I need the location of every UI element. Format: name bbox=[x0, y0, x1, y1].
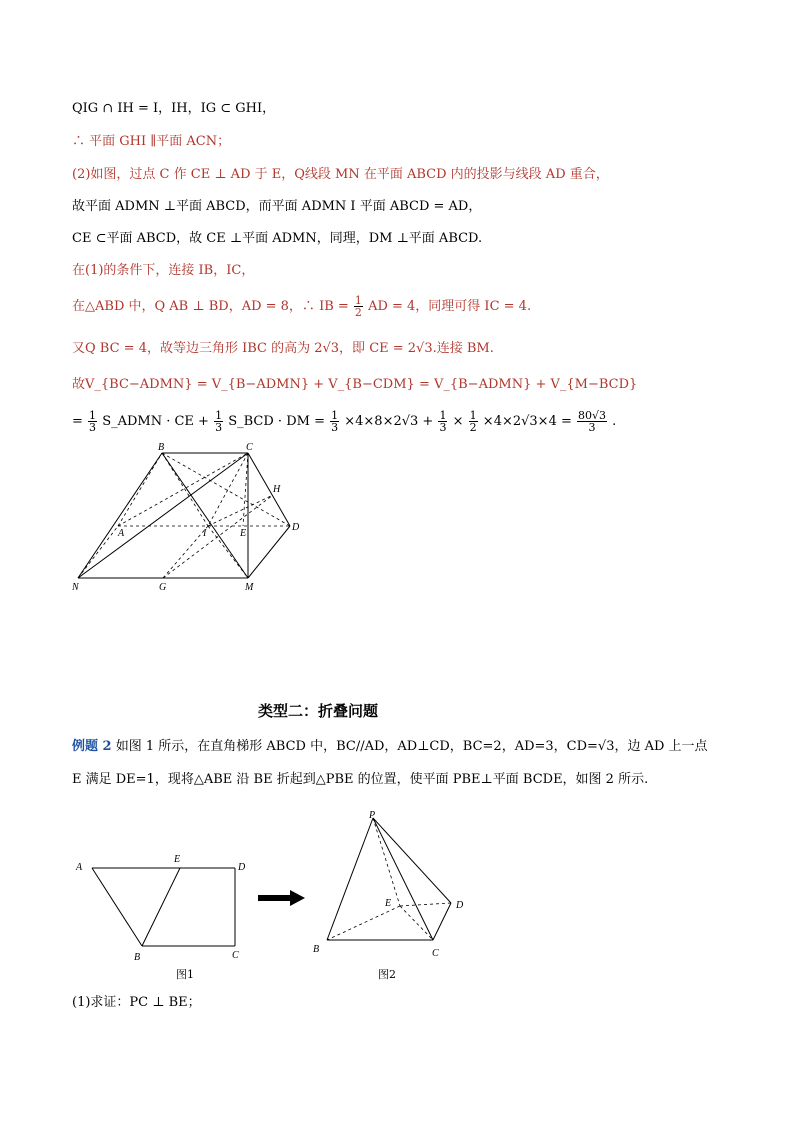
section-heading: 类型二：折叠问题 bbox=[258, 702, 379, 720]
point-D: D bbox=[292, 522, 300, 533]
pyr-point-D: D bbox=[456, 900, 464, 911]
proof-line-1: QIG ∩ IH = I，IH，IG ⊂ GHI， bbox=[72, 101, 276, 116]
pyr-point-E: E bbox=[385, 898, 392, 909]
point-M: M bbox=[245, 582, 254, 593]
point-H: H bbox=[273, 484, 281, 495]
arrow-icon bbox=[258, 890, 306, 906]
point-N: N bbox=[72, 582, 79, 593]
trap-point-C: C bbox=[232, 950, 239, 961]
point-I: I bbox=[203, 528, 207, 539]
pyramid-figure bbox=[305, 808, 480, 968]
point-E: E bbox=[240, 528, 247, 539]
pyr-point-C: C bbox=[432, 948, 439, 959]
trapezoid-figure bbox=[70, 848, 255, 963]
point-C: C bbox=[246, 442, 253, 453]
pyr-point-B: B bbox=[313, 944, 320, 955]
trap-point-E: E bbox=[174, 854, 181, 865]
pyr-point-P: P bbox=[369, 810, 376, 821]
solid-figure bbox=[68, 440, 308, 595]
caption-fig1: 图1 bbox=[176, 968, 194, 981]
example-line-1: 例题 2 如图 1 所示，在直角梯形 ABCD 中，BC//AD，AD⊥CD，BC=2，AD=3，CD=√3，边 AD 上一点 bbox=[72, 739, 708, 754]
proof-line-9: 故V_{BC−ADMN} = V_{B−ADMN} + V_{B−CDM} = V_{B−ADMN} + V_{M−BCD} bbox=[72, 377, 638, 392]
point-B: B bbox=[158, 442, 165, 453]
caption-fig2: 图2 bbox=[378, 968, 396, 981]
proof-line-5: CE ⊂平面 ABCD，故 CE ⊥平面 ADMN，同理，DM ⊥平面 ABCD. bbox=[72, 231, 483, 246]
example-line-2: E 满足 DE=1，现将△ABE 沿 BE 折起到△PBE 的位置，使平面 PBE⊥平面 BCDE，如图 2 所示. bbox=[72, 772, 649, 787]
fraction-half: $\frac{1}{2}$ bbox=[354, 294, 362, 319]
proof-line-7a: 在△ABD 中，Q AB ⊥ BD，AD = 8，∴ IB = bbox=[72, 299, 349, 314]
point-A: A bbox=[118, 528, 125, 539]
trap-point-A: A bbox=[76, 862, 83, 873]
proof-line-4: 故平面 ADMN ⊥平面 ABCD，而平面 ADMN I 平面 ABCD = AD， bbox=[72, 199, 482, 214]
proof-line-3: (2)如图，过点 C 作 CE ⊥ AD 于 E，Q线段 MN 在平面 ABCD 内的投影与线段 AD 重合， bbox=[72, 167, 609, 182]
trap-point-B: B bbox=[134, 952, 141, 963]
proof-line-7b: AD = 4，同理可得 IC = 4. bbox=[368, 299, 532, 314]
proof-line-2: ∴ 平面 GHI ∥平面 ACN； bbox=[72, 134, 231, 149]
proof-line-7 bbox=[72, 295, 531, 318]
proof-line-6: 在(1)的条件下，连接 IB，IC， bbox=[72, 263, 255, 278]
example-label: 例题 2 bbox=[72, 739, 112, 754]
trap-point-D: D bbox=[238, 862, 246, 873]
proof-line-10: = $\frac{1}{3}$ S_ADMN · CE + $\frac{1}{3}$ S_BCD · DM = $\frac{1}{3}$ ×4×8×2√3 + $\frac{1}{3}$ × $\frac{1}{2}$ ×4×2√3×4 = $\frac{80√3}{3}$ . bbox=[72, 409, 617, 434]
question-1: (1)求证：PC ⊥ BE； bbox=[72, 995, 201, 1010]
point-G: G bbox=[159, 582, 167, 593]
proof-line-8: 又Q BC = 4，故等边三角形 IBC 的高为 2√3，即 CE = 2√3.连接 BM. bbox=[72, 341, 494, 356]
